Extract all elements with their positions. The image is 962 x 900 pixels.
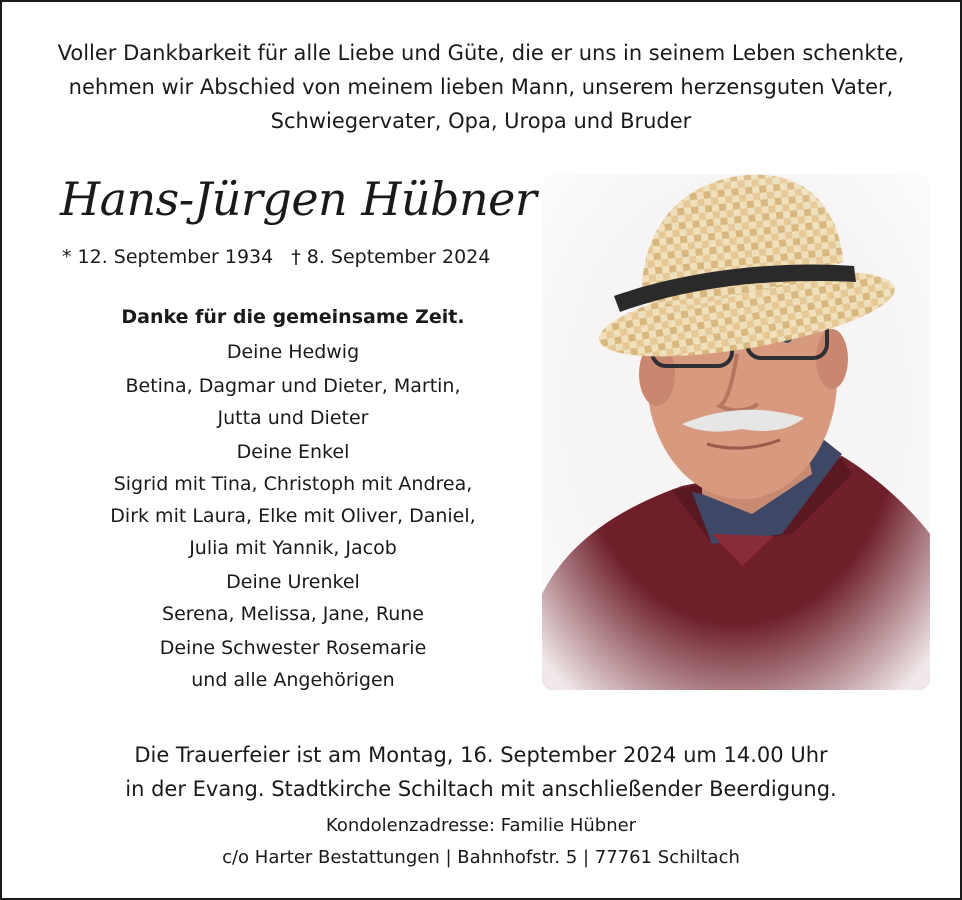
ceremony-line-1: Die Trauerfeier ist am Montag, 16. September 2024 um 14.00 Uhr [134, 743, 828, 767]
grandchildren-heading: Deine Enkel [236, 441, 350, 463]
great-grandchildren-heading: Deine Urenkel [226, 571, 360, 593]
intro-line-2: nehmen wir Abschied von meinem lieben Mann, unserem herzensguten Vater, [68, 75, 894, 99]
grandchildren-line-2: Dirk mit Laura, Elke mit Oliver, Daniel, [110, 505, 476, 527]
portrait-photo [542, 174, 930, 690]
grandchildren-line-3: Julia mit Yannik, Jacob [189, 537, 397, 559]
mourners-list [62, 300, 524, 696]
life-dates [62, 246, 490, 268]
mourner-group-grandchildren [62, 436, 524, 564]
contact-line-2: c/o Harter Bestattungen | Bahnhofstr. 5 | 77761 Schiltach [222, 847, 740, 868]
children-line-2: Jutta und Dieter [217, 407, 369, 429]
contact-line-1: Kondolenzadresse: Familie Hübner [325, 815, 637, 836]
grandchildren-line-1: Sigrid mit Tina, Christoph mit Andrea, [113, 473, 473, 495]
portrait-illustration [542, 174, 930, 690]
birth-date: * 12. September 1934 [62, 246, 274, 268]
mourner-group-sister [62, 632, 524, 696]
intro-text [2, 36, 960, 138]
children-line-1: Betina, Dagmar und Dieter, Martin, [125, 375, 461, 397]
intro-line-3: Schwiegervater, Opa, Uropa und Bruder [270, 109, 692, 133]
thanks-line: Danke für die gemeinsame Zeit. [121, 306, 465, 328]
mourner-group-great-grandchildren [62, 566, 524, 630]
mourner-group-spouse [62, 336, 524, 368]
deceased-name: Hans-Jürgen Hübner [60, 172, 537, 226]
sister-line: Deine Schwester Rosemarie [159, 637, 427, 659]
intro-line-1: Voller Dankbarkeit für alle Liebe und Güte, die er uns in seinem Leben schenkte, [57, 41, 905, 65]
ceremony-info [2, 738, 960, 806]
condolence-address [2, 810, 960, 874]
spouse-line: Deine Hedwig [226, 341, 360, 363]
ceremony-line-2: in der Evang. Stadtkirche Schiltach mit anschließender Beerdigung. [125, 777, 837, 801]
great-grandchildren-line-1: Serena, Melissa, Jane, Rune [162, 603, 424, 625]
relatives-line: und alle Angehörigen [191, 669, 395, 691]
death-date: † 8. September 2024 [291, 246, 491, 268]
mourner-group-children [62, 370, 524, 434]
